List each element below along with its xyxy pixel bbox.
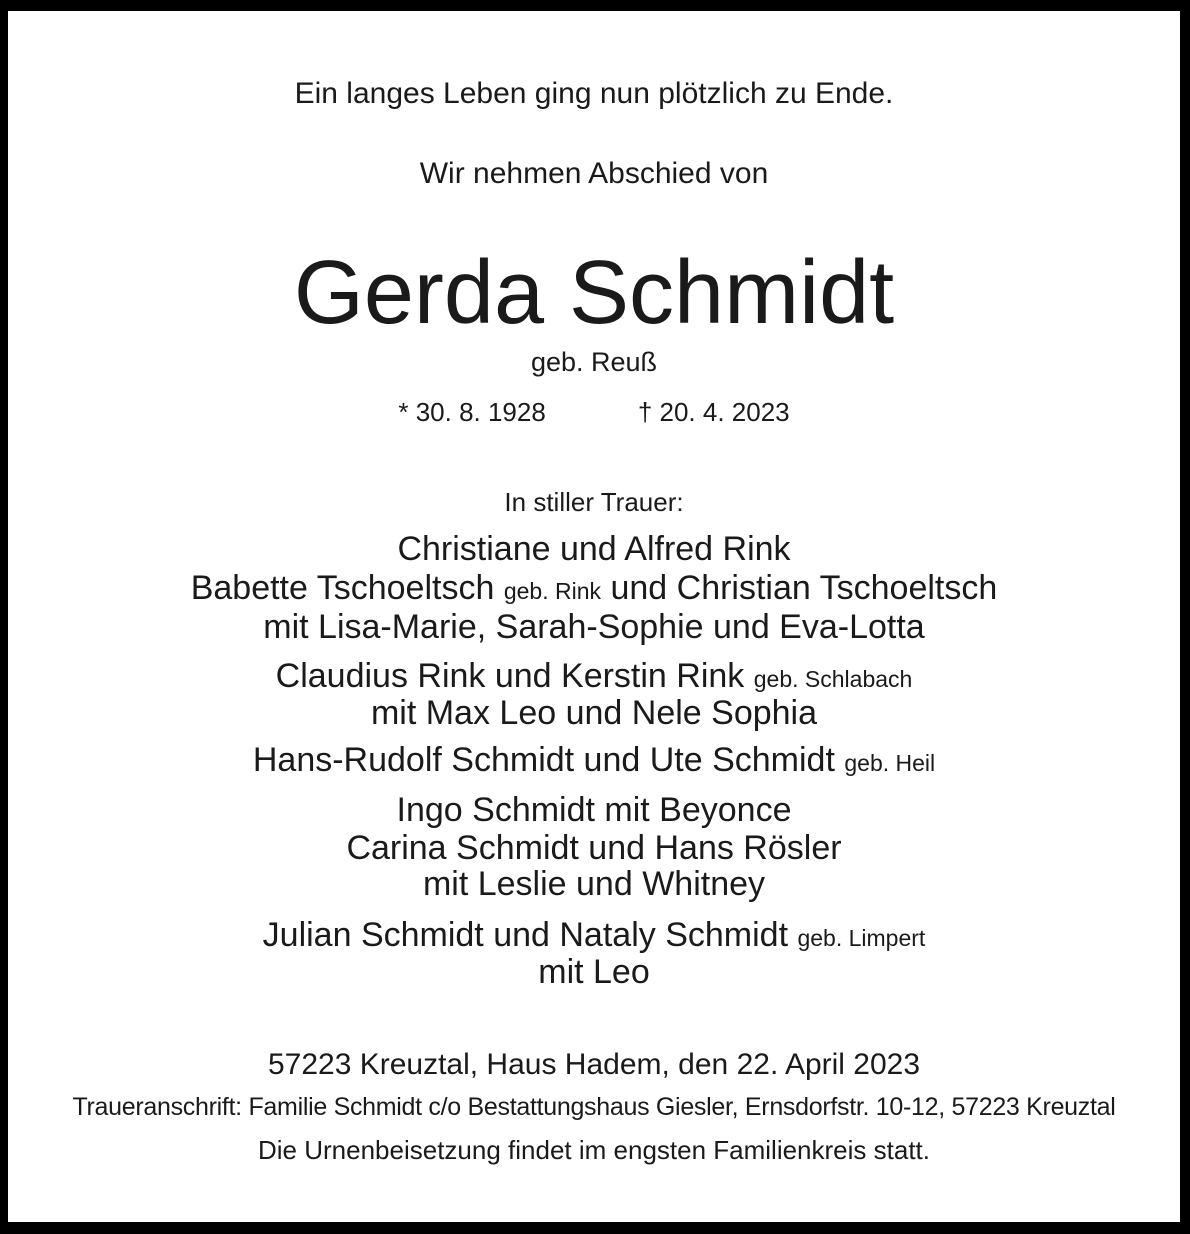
mourner-name: mit Leslie und Whitney [422, 865, 766, 903]
mourner-line [8, 831, 1180, 865]
mourner-name: Ingo Schmidt mit Beyonce [396, 791, 792, 829]
place-date-line: 57223 Kreuztal, Haus Hadem, den 22. April 2023 [267, 1048, 921, 1081]
mourner-name: Christiane und Alfred Rink [397, 530, 791, 568]
mourner-name: Carina Schmidt und Hans Rösler [346, 829, 842, 867]
birth-date: * 30. 8. 1928 [398, 397, 546, 427]
mourner-line [8, 659, 1180, 693]
mourner-line [8, 955, 1180, 989]
ceremony-line: Die Urnenbeisetzung findet im engsten Familienkreis statt. [258, 1135, 930, 1165]
maiden-name-inline: geb. Schlabach [753, 666, 913, 692]
mourner-line [8, 867, 1180, 901]
mourner-name: mit Leo [538, 953, 650, 991]
maiden-name-inline: geb. Heil [844, 750, 936, 776]
maiden-name-inline: geb. Limpert [797, 925, 926, 951]
mourner-name: mit Max Leo und Nele Sophia [370, 694, 818, 732]
mourner-line [8, 610, 1180, 644]
deceased-name: Gerda Schmidt [293, 243, 895, 343]
life-dates [8, 399, 1180, 425]
mourner-line [8, 743, 1180, 777]
mourner-name: Hans-Rudolf Schmidt und Ute Schmidt [252, 741, 835, 779]
mourner-line [8, 571, 1180, 605]
mourner-line [8, 532, 1180, 566]
mourner-line [8, 918, 1180, 952]
mourner-line [8, 696, 1180, 730]
mourning-label: In stiller Trauer: [504, 487, 684, 517]
mourner-line [8, 793, 1180, 827]
farewell-line: Wir nehmen Abschied von [419, 157, 769, 190]
mourner-name: Claudius Rink und Kerstin Rink [275, 657, 745, 695]
death-date: † 20. 4. 2023 [637, 397, 790, 427]
mourner-name: und Christian Tschoeltsch [610, 569, 998, 607]
maiden-name: geb. Reuß [530, 347, 658, 377]
mourner-name: mit Lisa-Marie, Sarah-Sophie und Eva-Lotta [263, 608, 925, 646]
mourner-name: Julian Schmidt und Nataly Schmidt [262, 916, 789, 954]
mourner-name: Babette Tschoeltsch [190, 569, 495, 607]
opening-line: Ein langes Leben ging nun plötzlich zu Ende. [294, 77, 894, 110]
maiden-name-inline: geb. Rink [503, 578, 602, 604]
condolence-address-line: Traueranschrift: Familie Schmidt c/o Bestattungshaus Giesler, Ernsdorfstr. 10-12, 57223 Kreuztal [72, 1093, 1116, 1121]
